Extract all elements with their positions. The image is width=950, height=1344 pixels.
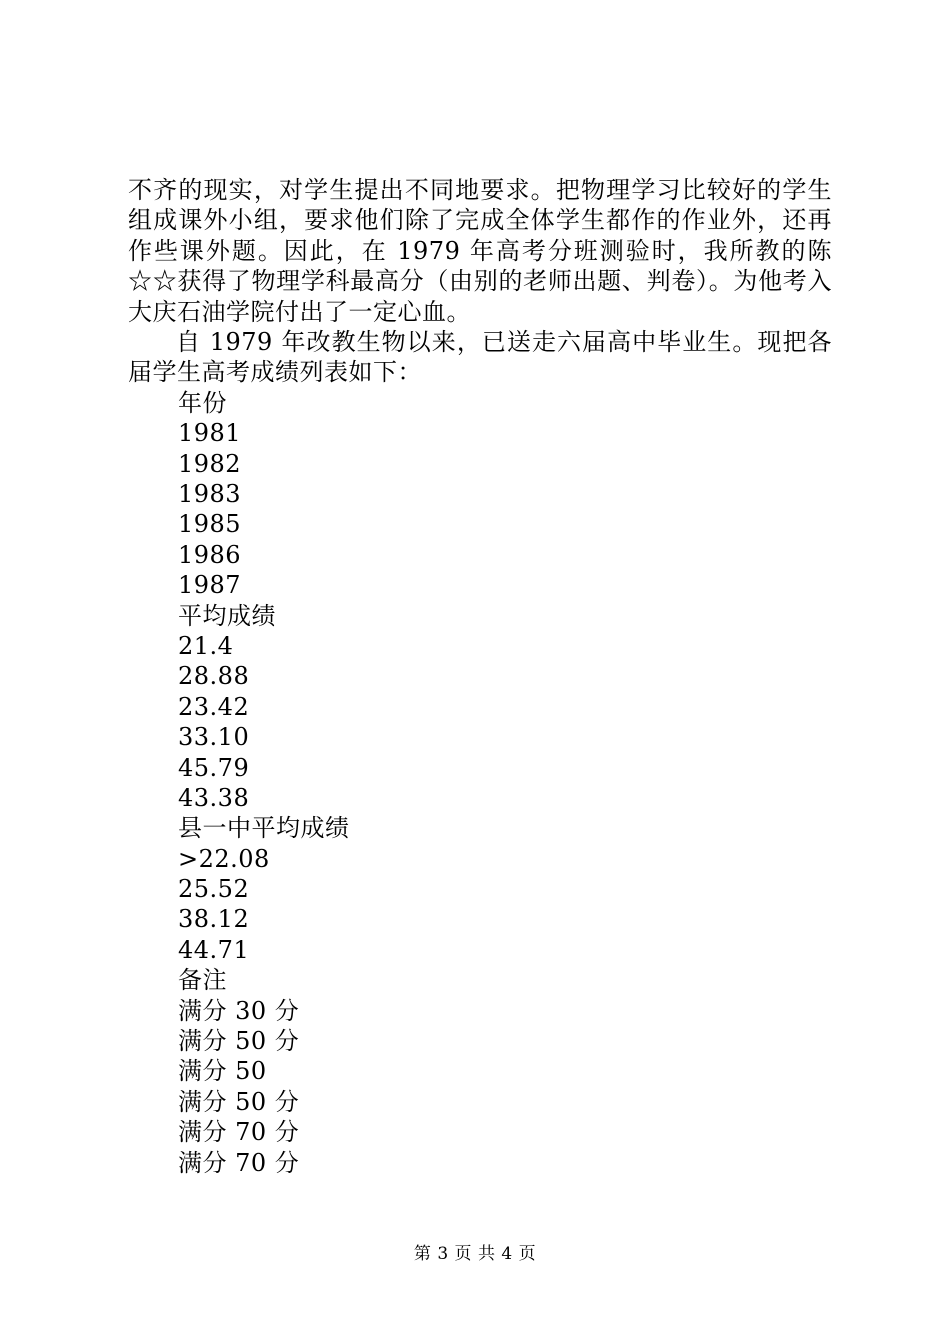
table-line: 25.52 [178,875,250,904]
table-line: 1986 [178,540,242,569]
table-line: 满分 70 分 [178,1148,300,1177]
table-line: >22.08 [178,844,270,873]
document-body [128,175,832,1178]
table-line: 年份 [178,388,227,417]
table-line: 1982 [178,449,242,478]
table-line: 县一中平均成绩 [178,814,350,843]
table-line: 1985 [178,510,242,539]
table-line: 38.12 [178,905,250,934]
paragraph-continued: 不齐的现实，对学生提出不同地要求。把物理学习比较好的学生组成课外小组，要求他们除了完成全体学生都作的作业外，还再作些课外题。因此，在 1979 年高考分班测验时，我所教的陈☆☆获得了物理学科最高分（由别的老师出题、判卷）。为他考入大庆石油学院付出了一定心血。 [128,176,832,326]
table-line: 1987 [178,571,242,600]
paragraph-intro-table: 自 1979 年改教生物以来，已送走六届高中毕业生。现把各届学生高考成绩列表如下： [128,328,832,387]
table-line: 43.38 [178,783,250,812]
table-line: 1981 [178,419,242,448]
table-line: 满分 50 分 [178,1027,300,1056]
table-line: 44.71 [178,935,250,964]
table-line: 满分 30 分 [178,996,300,1025]
table-line: 1983 [178,480,242,509]
table-line: 备注 [178,966,227,995]
table-line: 满分 50 分 [178,1087,300,1116]
table-line: 28.88 [178,662,250,691]
table-line: 满分 50 [178,1057,267,1086]
table-line: 21.4 [178,631,234,660]
table-line: 45.79 [178,753,250,782]
page-footer: 第 3 页 共 4 页 [413,1244,537,1264]
table-line: 平均成绩 [178,601,276,630]
table-line: 33.10 [178,723,250,752]
table-line: 23.42 [178,692,250,721]
table-line: 满分 70 分 [178,1118,300,1147]
score-table-lines [128,388,832,1178]
